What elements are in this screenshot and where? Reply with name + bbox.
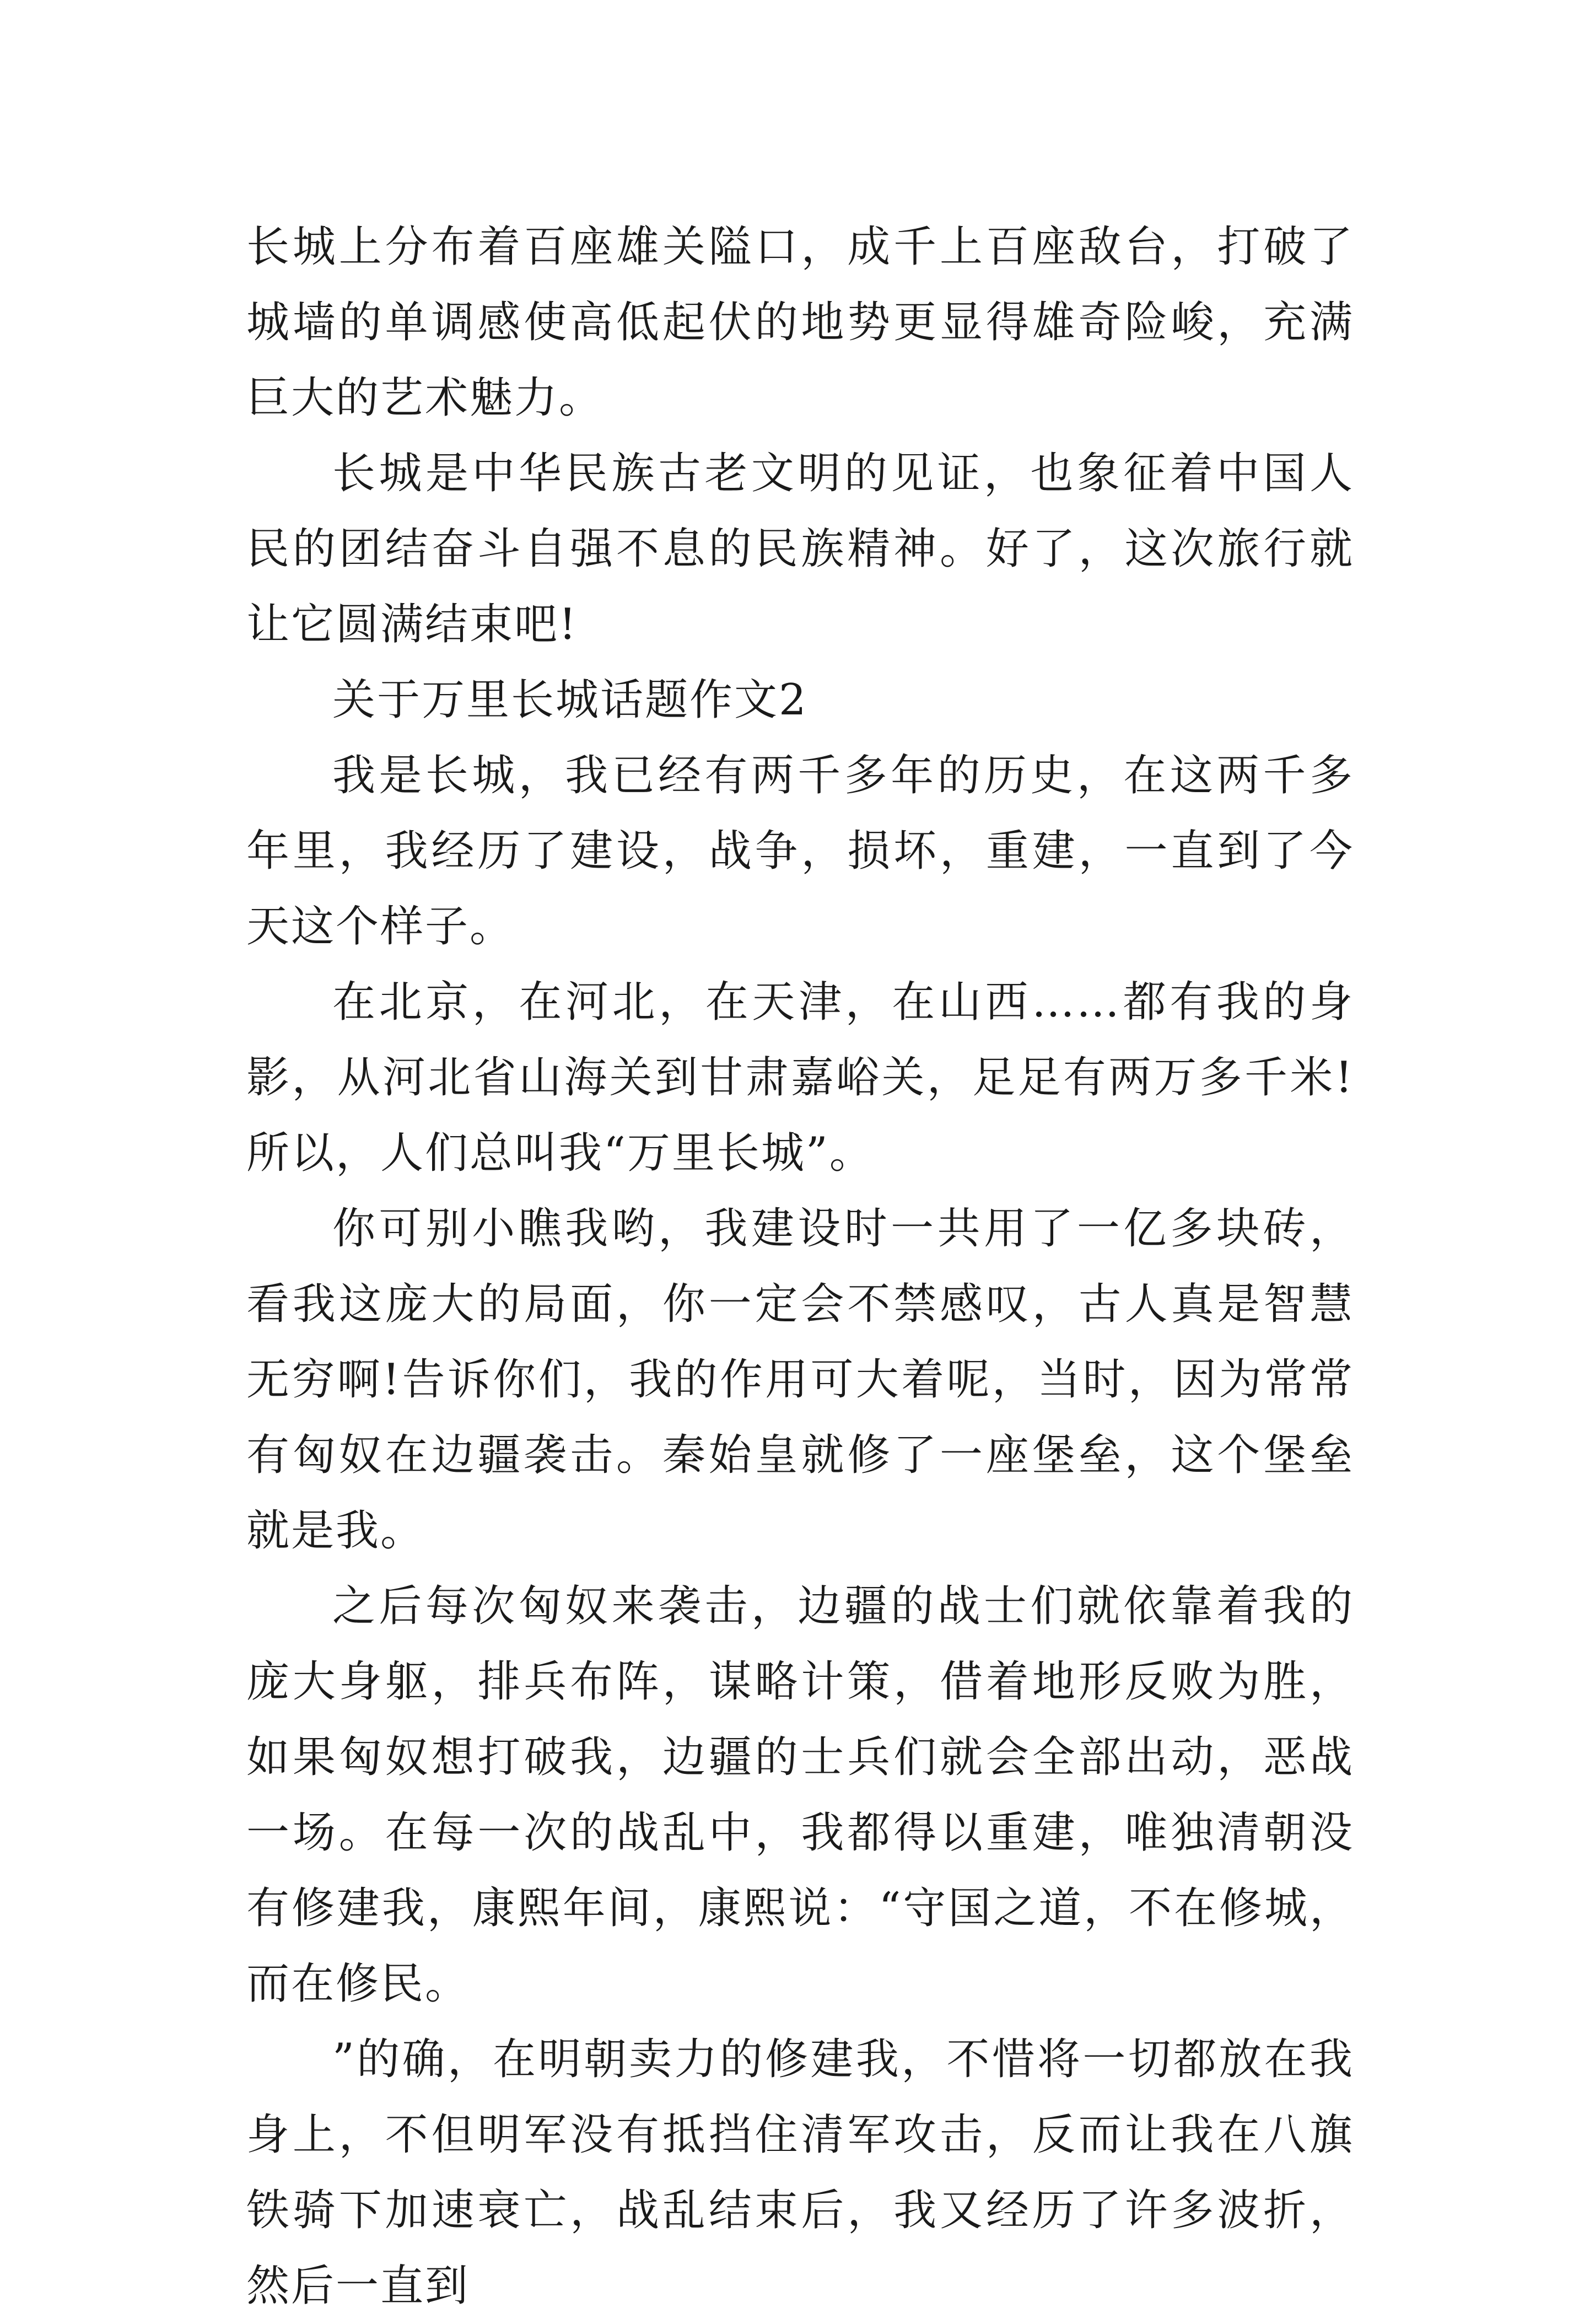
- essay-heading: 关于万里长城话题作文2: [332, 675, 808, 725]
- paragraph-construction: 你可别小瞧我哟，我建设时一共用了一亿多块砖，看我这庞大的局面，你一定会不禁感叹，古人真是智慧无穷啊!告诉你们，我的作用可大着呢，当时，因为常常有匈奴在边疆袭击。秦始皇就修了一座堡垒，这个堡垒就是我。: [246, 1204, 1354, 1556]
- document-body: [246, 209, 1354, 2324]
- paragraph-locations: 在北京，在河北，在天津，在山西……都有我的身影，从河北省山海关到甘肃嘉峪关，足足有两万多千米!所以，人们总叫我“万里长城”。: [246, 977, 1354, 1178]
- paragraph-great-wall-witness: 长城是中华民族古老文明的见证，也象征着中国人民的团结奋斗自强不息的民族精神。好了，这次旅行就让它圆满结束吧!: [246, 449, 1354, 649]
- paragraph-ming-qing: ”的确，在明朝卖力的修建我，不惜将一切都放在我身上，不但明军没有抵挡住清军攻击，反而让我在八旗铁骑下加速衰亡，战乱结束后，我又经历了许多波折，然后一直到: [246, 2035, 1354, 2311]
- paragraph-great-wall-passes: 长城上分布着百座雄关隘口，成千上百座敌台，打破了城墙的单调感使高低起伏的地势更显得雄奇险峻，充满巨大的艺术魅力。: [246, 222, 1354, 423]
- paragraph-history: 我是长城，我已经有两千多年的历史，在这两千多年里，我经历了建设，战争，损坏，重建，一直到了今天这个样子。: [246, 751, 1354, 951]
- paragraph-defense: 之后每次匈奴来袭击，边疆的战士们就依靠着我的庞大身躯，排兵布阵，谋略计策，借着地形反败为胜，如果匈奴想打破我，边疆的士兵们就会全部出动，恶战一场。在每一次的战乱中，我都得以重建，唯独清朝没有修建我，康熙年间，康熙说：“守国之道，不在修城，而在修民。: [246, 1581, 1354, 2009]
